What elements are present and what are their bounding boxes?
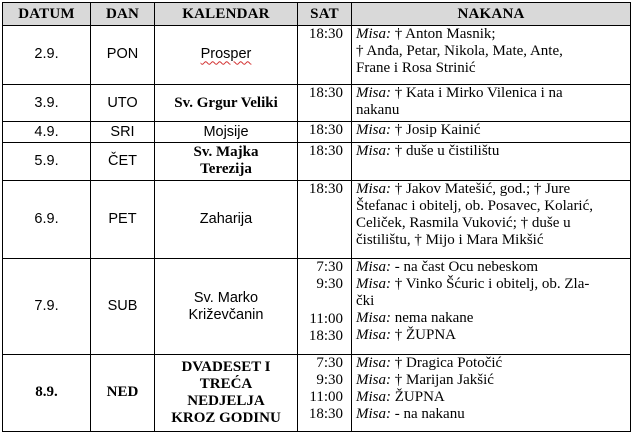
mass-label: Misa: — [356, 142, 391, 159]
mass-schedule-table — [2, 2, 631, 432]
calendar-line: DVADESET I — [181, 358, 271, 375]
table-row — [3, 26, 631, 85]
mass-time: 18:30 — [308, 122, 343, 139]
mass-time: 18:30 — [308, 84, 343, 101]
intention-cell — [352, 142, 631, 181]
calendar-cell — [155, 259, 298, 354]
intention-line: † Anđa, Petar, Nikola, Mate, Ante, — [356, 43, 563, 59]
intention-cell — [352, 354, 631, 431]
calendar-line: Sv. Majka — [193, 144, 259, 161]
intention-line: Misa: † Dragica Potočić — [356, 354, 503, 371]
mass-label: Misa: — [356, 122, 391, 139]
mass-time: 18:30 — [308, 26, 343, 42]
table-row — [3, 259, 631, 354]
time-cell — [298, 84, 352, 122]
calendar-line: Sv. Marko — [193, 289, 259, 306]
intention-line: Misa: - na čast Ocu nebeskom — [356, 259, 539, 276]
mass-time: 18:30 — [308, 405, 343, 422]
mass-label: Misa: — [356, 405, 391, 422]
mass-label: Misa: — [356, 259, 391, 276]
day-cell: UTO — [91, 84, 155, 122]
header-kalendar: KALENDAR — [155, 3, 298, 26]
calendar-line: Križevčanin — [188, 306, 264, 323]
time-cell — [298, 142, 352, 181]
mass-label: Misa: — [356, 371, 391, 388]
intention-line: Misa: † Anton Masnik; — [356, 26, 496, 42]
intention-line: nakanu — [356, 101, 400, 118]
time-cell — [298, 26, 352, 85]
mass-label: Misa: — [356, 276, 391, 293]
intention-line: Misa: † duše u čistilištu — [356, 142, 500, 159]
mass-time: 18:30 — [308, 142, 343, 159]
date-cell: 5.9. — [3, 142, 91, 181]
day-cell: PON — [91, 26, 155, 85]
calendar-cell: Sv. Grgur Veliki — [155, 84, 298, 122]
calendar-cell — [155, 354, 298, 431]
time-cell — [298, 354, 352, 431]
date-cell: 4.9. — [3, 122, 91, 142]
calendar-line: TREĆA — [199, 375, 253, 392]
calendar-saint: Prosper — [200, 46, 252, 63]
header-row — [3, 3, 631, 26]
mass-time: 9:30 — [316, 276, 343, 293]
calendar-cell — [155, 26, 298, 85]
header-sat: SAT — [298, 3, 352, 26]
mass-time: 9:30 — [316, 371, 343, 388]
intention-line: Misa: † Kata i Mirko Vilenica i na — [356, 84, 563, 101]
mass-time: 18:30 — [308, 181, 343, 198]
intention-line: čistilištu, † Mijo i Mara Mikšić — [356, 232, 544, 249]
table-row — [3, 142, 631, 181]
calendar-cell — [155, 142, 298, 181]
intention-line: Misa: † Josip Kainić — [356, 122, 481, 139]
table-row — [3, 122, 631, 142]
date-cell: 3.9. — [3, 84, 91, 122]
calendar-line: NEDJELJA — [187, 392, 265, 409]
intention-cell — [352, 181, 631, 259]
mass-time: 11:00 — [309, 388, 343, 405]
mass-time: 7:30 — [316, 259, 343, 276]
mass-time: 11:00 — [309, 311, 343, 328]
mass-time: 18:30 — [308, 328, 343, 345]
mass-label: Misa: — [356, 181, 391, 198]
table-row — [3, 354, 631, 431]
intention-line: Frane i Rosa Strinić — [356, 60, 476, 76]
intention-cell — [352, 26, 631, 85]
time-cell — [298, 259, 352, 354]
intention-cell — [352, 84, 631, 122]
date-cell: 7.9. — [3, 259, 91, 354]
intention-line: Misa: nema nakane — [356, 310, 474, 327]
intention-line: čki — [356, 293, 375, 310]
header-dan: DAN — [91, 3, 155, 26]
date-cell: 8.9. — [3, 354, 91, 431]
date-cell: 2.9. — [3, 26, 91, 85]
intention-line: Misa: ŽUPNA — [356, 388, 445, 405]
intention-line: Misa: † Vinko Šćuric i obitelj, ob. Zla- — [356, 276, 590, 293]
intention-line: Misa: - na nakanu — [356, 405, 465, 422]
intention-cell — [352, 122, 631, 142]
table-row — [3, 181, 631, 259]
mass-label: Misa: — [356, 84, 391, 101]
table-row — [3, 84, 631, 122]
intention-cell — [352, 259, 631, 354]
date-cell: 6.9. — [3, 181, 91, 259]
calendar-cell: Zaharija — [155, 181, 298, 259]
day-cell: PET — [91, 181, 155, 259]
day-cell: SRI — [91, 122, 155, 142]
mass-label: Misa: — [356, 26, 391, 42]
calendar-line: Terezija — [200, 161, 252, 178]
calendar-cell: Mojsije — [155, 122, 298, 142]
calendar-line: KROZ GODINU — [171, 409, 281, 426]
header-datum: DATUM — [3, 3, 91, 26]
day-cell: SUB — [91, 259, 155, 354]
mass-label: Misa: — [356, 310, 391, 327]
intention-line: Misa: † Jakov Matešić, god.; † Jure — [356, 181, 571, 198]
intention-line: Štefanac i obitelj, ob. Posavec, Kolarić, — [356, 198, 594, 215]
time-cell — [298, 122, 352, 142]
time-cell — [298, 181, 352, 259]
mass-label: Misa: — [356, 388, 391, 405]
header-nakana: NAKANA — [352, 3, 631, 26]
intention-line: Misa: † ŽUPNA — [356, 327, 457, 344]
day-cell: NED — [91, 354, 155, 431]
intention-line: Misa: † Marijan Jakšić — [356, 371, 494, 388]
day-cell: ČET — [91, 142, 155, 181]
mass-label: Misa: — [356, 327, 391, 344]
mass-time: 7:30 — [316, 354, 343, 371]
mass-label: Misa: — [356, 354, 391, 371]
intention-line: Celiček, Rasmila Vuković; † duše u — [356, 215, 571, 232]
